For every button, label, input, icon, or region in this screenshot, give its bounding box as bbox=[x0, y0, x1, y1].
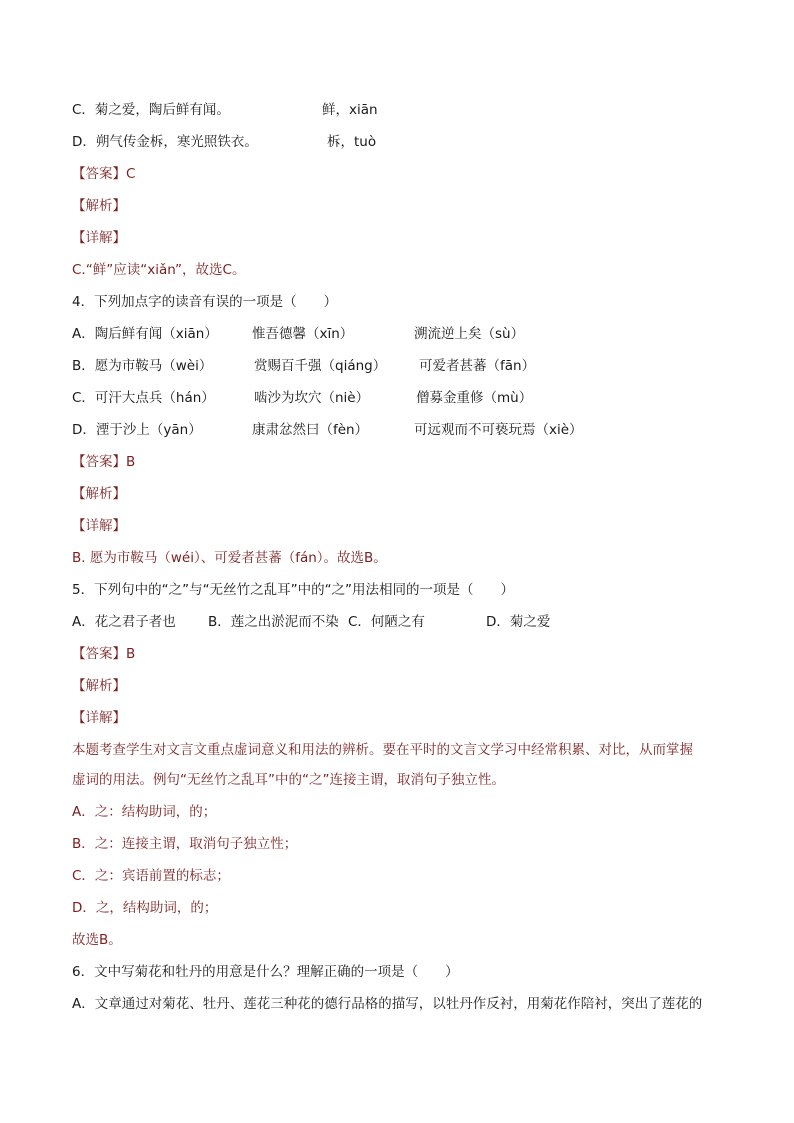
q4-option-d-2: 康肃忿然曰（fèn） bbox=[252, 422, 369, 438]
q4-option-c-3: 僧募金重修（mù） bbox=[416, 390, 533, 406]
q3-explanation: C.“鲜”应读“xiǎn”，故选C。 bbox=[72, 262, 246, 278]
q5-explanation-line-1: 本题考查学生对文言文重点虚词意义和用法的辨析。要在平时的文言文学习中经常积累、对比，从而掌握 bbox=[72, 742, 693, 758]
q5-option-a: A．花之君子者也 bbox=[72, 614, 176, 630]
q4-option-d-3: 可远观而不可亵玩焉（xiè） bbox=[414, 422, 583, 438]
q3-detail-label: 【详解】 bbox=[72, 230, 126, 246]
q4-stem: 4．下列加点字的读音有误的一项是（ ） bbox=[72, 294, 338, 310]
q4-option-b-2: 赏赐百千强（qiáng） bbox=[254, 358, 387, 374]
q3-option-d-note: 柝，tuò bbox=[327, 134, 377, 150]
q3-option-c bbox=[72, 100, 378, 120]
q4-option-a-1: A．陶后鲜有闻（xiān） bbox=[72, 326, 218, 342]
q4-analysis-label: 【解析】 bbox=[72, 486, 126, 502]
q4-option-c bbox=[72, 388, 533, 408]
q5-option-d: D．菊之爱 bbox=[486, 614, 551, 630]
q4-detail-label: 【详解】 bbox=[72, 518, 126, 534]
q3-option-c-note: 鲜，xiān bbox=[322, 102, 378, 118]
q5-item-c: C．之：宾语前置的标志； bbox=[72, 868, 230, 884]
q4-explanation: B. 愿为市鞍马（wéi）、可爱者甚蕃（fán）。故选B。 bbox=[72, 550, 387, 566]
q5-detail-label: 【详解】 bbox=[72, 710, 126, 726]
q3-analysis-label: 【解析】 bbox=[72, 198, 126, 214]
q5-option-b: B．莲之出淤泥而不染 bbox=[208, 614, 339, 630]
q4-option-a bbox=[72, 324, 525, 344]
q4-option-b-3: 可爱者甚蕃（fān） bbox=[419, 358, 536, 374]
q5-conclusion: 故选B。 bbox=[72, 932, 122, 948]
q5-options bbox=[72, 612, 551, 632]
q5-option-c: C．何陋之有 bbox=[348, 614, 425, 630]
q4-option-c-2: 啮沙为坎穴（niè） bbox=[254, 390, 370, 406]
q4-answer: 【答案】B bbox=[72, 454, 136, 470]
q4-option-b bbox=[72, 356, 536, 376]
q6-option-a: A．文章通过对菊花、牡丹、莲花三种花的德行品格的描写，以牡丹作反衬，用菊花作陪衬，突出了莲花的 bbox=[72, 996, 703, 1012]
q4-option-d bbox=[72, 420, 583, 440]
q3-option-d-text: D．朔气传金柝，寒光照铁衣。 bbox=[72, 134, 258, 150]
q5-answer: 【答案】B bbox=[72, 646, 136, 662]
q5-item-b: B．之：连接主谓，取消句子独立性； bbox=[72, 836, 298, 852]
q3-answer: 【答案】C bbox=[72, 166, 136, 182]
q6-stem: 6．文中写菊花和牡丹的用意是什么？理解正确的一项是（ ） bbox=[72, 964, 459, 980]
q3-option-d bbox=[72, 132, 377, 152]
q4-option-c-1: C．可汗大点兵（hán） bbox=[72, 390, 215, 406]
q5-item-d: D．之，结构助词，的； bbox=[72, 900, 218, 916]
q5-item-a: A．之：结构助词，的； bbox=[72, 804, 217, 820]
q5-analysis-label: 【解析】 bbox=[72, 678, 126, 694]
q4-option-d-1: D．湮于沙上（yān） bbox=[72, 422, 202, 438]
q4-option-b-1: B．愿为市鞍马（wèi） bbox=[72, 358, 213, 374]
q3-option-c-text: C．菊之爱，陶后鲜有闻。 bbox=[72, 102, 230, 118]
q5-explanation-line-2: 虚词的用法。例句“无丝竹之乱耳”中的“之”连接主谓，取消句子独立性。 bbox=[72, 772, 505, 788]
q4-option-a-2: 惟吾德馨（xīn） bbox=[252, 326, 354, 342]
q4-option-a-3: 溯流逆上矣（sù） bbox=[414, 326, 525, 342]
q5-stem: 5．下列句中的“之”与“无丝竹之乱耳”中的“之”用法相同的一项是（ ） bbox=[72, 582, 515, 598]
